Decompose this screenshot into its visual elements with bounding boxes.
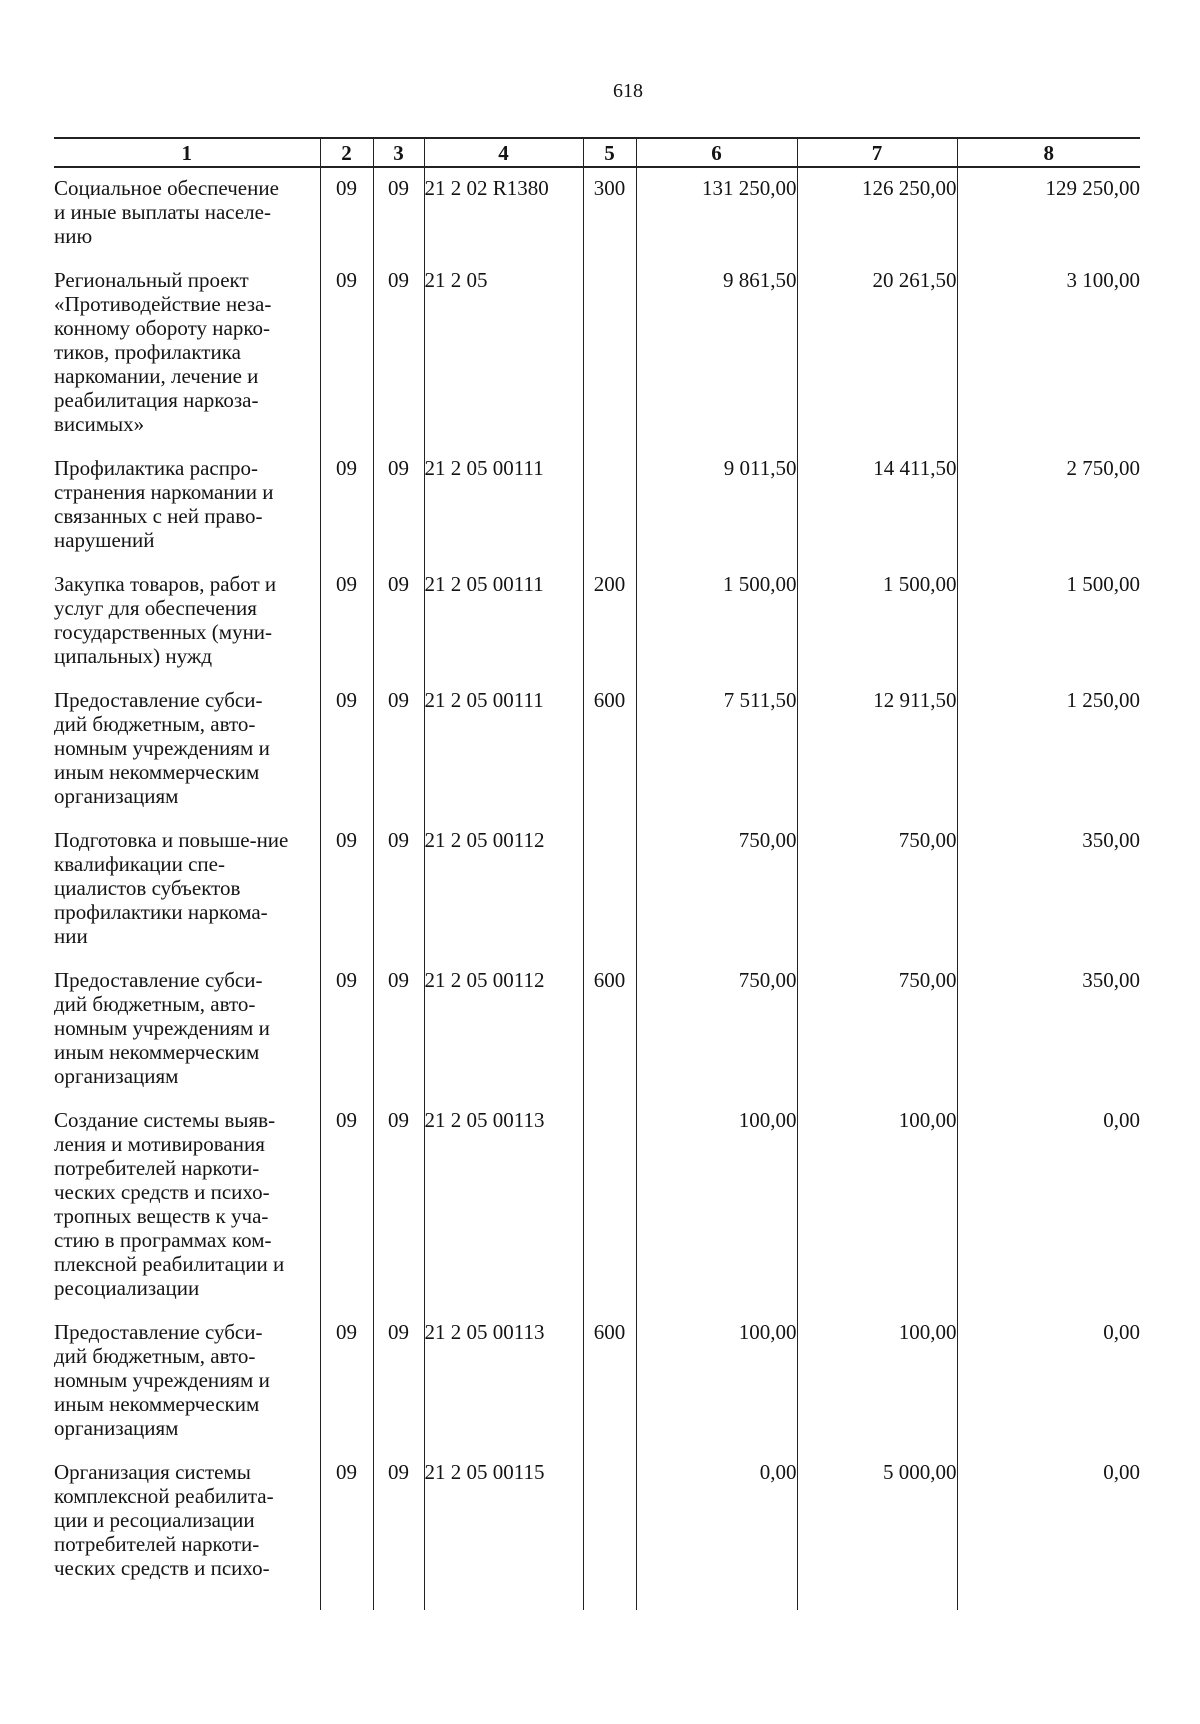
column-header-7: 7: [797, 138, 957, 167]
row-amount-col6: 750,00: [636, 808, 797, 948]
row-expense-type: [583, 436, 636, 552]
row-amount-col7: 12 911,50: [797, 668, 957, 808]
row-section: 09: [320, 948, 373, 1088]
row-section: 09: [320, 808, 373, 948]
table-row: [54, 1088, 1140, 1300]
table-row: [54, 668, 1140, 808]
table-row: [54, 1300, 1140, 1440]
page-number: 618: [613, 80, 643, 102]
table-row: [54, 167, 1140, 248]
row-name-text: Предоставление субси-дий бюджетным, авто-номным учреждениям и иным некоммерческим организациям: [54, 688, 270, 808]
row-name: [54, 1088, 320, 1300]
row-subsection: 09: [373, 1300, 424, 1440]
row-name: [54, 167, 320, 248]
row-expense-type: [583, 808, 636, 948]
row-amount-col6: 100,00: [636, 1300, 797, 1440]
row-amount-col7: 100,00: [797, 1088, 957, 1300]
row-name: [54, 1300, 320, 1440]
row-name-text: Социальное обеспечение и иные выплаты населе-нию: [54, 176, 279, 248]
row-amount-col7: 20 261,50: [797, 248, 957, 436]
row-amount-col6: 0,00: [636, 1440, 797, 1610]
column-header-6: 6: [636, 138, 797, 167]
row-expense-type: 600: [583, 948, 636, 1088]
row-subsection: 09: [373, 1088, 424, 1300]
row-name-text: Предоставление субси-дий бюджетным, авто-номным учреждениям и иным некоммерческим организациям: [54, 968, 270, 1088]
row-name: [54, 552, 320, 668]
row-expense-type: 300: [583, 167, 636, 248]
table-header-row: [54, 138, 1140, 167]
column-header-4: 4: [424, 138, 583, 167]
row-amount-col8: 350,00: [957, 808, 1140, 948]
row-subsection: 09: [373, 948, 424, 1088]
table-row: [54, 552, 1140, 668]
row-target-code: 21 2 05 00115: [424, 1440, 583, 1610]
row-amount-col8: 3 100,00: [957, 248, 1140, 436]
row-subsection: 09: [373, 436, 424, 552]
row-name-text: Предоставление субси-дий бюджетным, авто-номным учреждениям и иным некоммерческим организациям: [54, 1320, 270, 1440]
row-name-text: Закупка товаров, работ и услуг для обеспечения государственных (муни-ципальных) нужд: [54, 572, 277, 668]
row-name: [54, 1440, 320, 1610]
row-section: 09: [320, 167, 373, 248]
row-amount-col7: 5 000,00: [797, 1440, 957, 1610]
row-name-text: Подготовка и повыше-ние квалификации спе-циалистов субъектов профилактики наркома-нии: [54, 828, 289, 948]
row-amount-col8: 0,00: [957, 1440, 1140, 1610]
row-subsection: 09: [373, 248, 424, 436]
row-section: 09: [320, 248, 373, 436]
row-target-code: 21 2 05 00113: [424, 1300, 583, 1440]
row-target-code: 21 2 02 R1380: [424, 167, 583, 248]
row-section: 09: [320, 1440, 373, 1610]
row-subsection: 09: [373, 808, 424, 948]
row-subsection: 09: [373, 167, 424, 248]
row-section: 09: [320, 1088, 373, 1300]
table-row: [54, 436, 1140, 552]
row-amount-col6: 750,00: [636, 948, 797, 1088]
row-target-code: 21 2 05 00111: [424, 436, 583, 552]
row-target-code: 21 2 05 00111: [424, 552, 583, 668]
row-amount-col7: 14 411,50: [797, 436, 957, 552]
column-header-1: 1: [54, 138, 320, 167]
row-expense-type: [583, 1440, 636, 1610]
table-row: [54, 808, 1140, 948]
row-subsection: 09: [373, 1440, 424, 1610]
row-target-code: 21 2 05 00112: [424, 808, 583, 948]
row-subsection: 09: [373, 668, 424, 808]
row-amount-col8: 1 250,00: [957, 668, 1140, 808]
row-amount-col8: 0,00: [957, 1088, 1140, 1300]
column-header-3: 3: [373, 138, 424, 167]
table-row: [54, 1440, 1140, 1610]
row-name: [54, 948, 320, 1088]
row-name-text: Создание системы выяв-ления и мотивирования потребителей наркоти-ческих средств и психо-тропных веществ к уча-стию в программах ком-плексной реабилитации и ресоциализации: [54, 1108, 285, 1300]
table-row: [54, 248, 1140, 436]
row-subsection: 09: [373, 552, 424, 668]
row-amount-col8: 129 250,00: [957, 167, 1140, 248]
row-amount-col6: 9 011,50: [636, 436, 797, 552]
row-amount-col7: 100,00: [797, 1300, 957, 1440]
row-target-code: 21 2 05 00113: [424, 1088, 583, 1300]
row-expense-type: 600: [583, 668, 636, 808]
row-expense-type: 600: [583, 1300, 636, 1440]
row-amount-col7: 750,00: [797, 948, 957, 1088]
row-name-text: Организация системы комплексной реабилита-ции и ресоциализации потребителей наркоти-ческих средств и психо-: [54, 1460, 274, 1580]
row-amount-col6: 100,00: [636, 1088, 797, 1300]
row-amount-col7: 1 500,00: [797, 552, 957, 668]
row-amount-col6: 9 861,50: [636, 248, 797, 436]
row-amount-col8: 1 500,00: [957, 552, 1140, 668]
row-target-code: 21 2 05: [424, 248, 583, 436]
column-header-5: 5: [583, 138, 636, 167]
row-amount-col8: 0,00: [957, 1300, 1140, 1440]
row-amount-col8: 350,00: [957, 948, 1140, 1088]
column-header-8: 8: [957, 138, 1140, 167]
row-name: [54, 668, 320, 808]
row-target-code: 21 2 05 00112: [424, 948, 583, 1088]
row-section: 09: [320, 552, 373, 668]
row-expense-type: [583, 1088, 636, 1300]
row-target-code: 21 2 05 00111: [424, 668, 583, 808]
row-amount-col6: 1 500,00: [636, 552, 797, 668]
row-amount-col7: 126 250,00: [797, 167, 957, 248]
row-section: 09: [320, 436, 373, 552]
budget-table: [54, 137, 1140, 1610]
row-section: 09: [320, 668, 373, 808]
row-amount-col7: 750,00: [797, 808, 957, 948]
row-amount-col8: 2 750,00: [957, 436, 1140, 552]
row-name: [54, 248, 320, 436]
row-expense-type: [583, 248, 636, 436]
row-expense-type: 200: [583, 552, 636, 668]
row-amount-col6: 7 511,50: [636, 668, 797, 808]
table-row: [54, 948, 1140, 1088]
row-amount-col6: 131 250,00: [636, 167, 797, 248]
row-name: [54, 808, 320, 948]
row-name-text: Региональный проект «Противодействие неза-конному обороту нарко-тиков, профилактика наркомании, лечение и реабилитация наркоза-висимых»: [54, 268, 272, 436]
row-name-text: Профилактика распро-странения наркомании и связанных с ней право-нарушений: [54, 456, 274, 552]
row-section: 09: [320, 1300, 373, 1440]
row-name: [54, 436, 320, 552]
column-header-2: 2: [320, 138, 373, 167]
